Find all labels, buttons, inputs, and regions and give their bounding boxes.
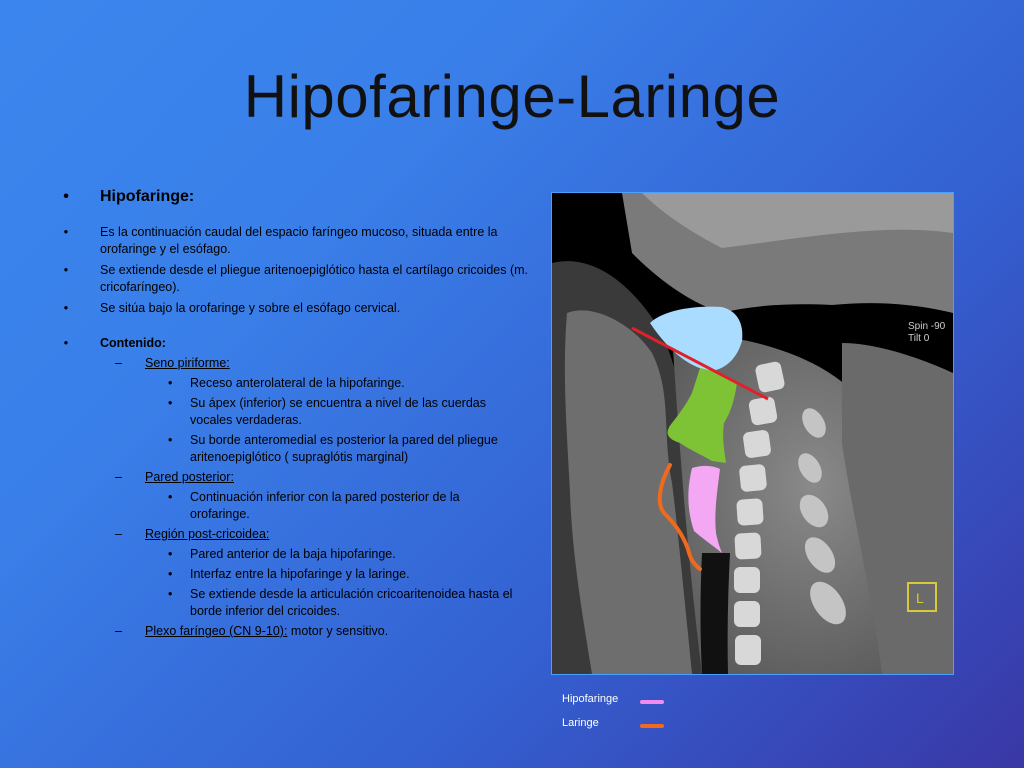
bullet-mark: • xyxy=(63,263,69,277)
sub-bullet-item xyxy=(60,395,520,429)
sub-bullet-text: Pared anterior de la baja hipofaringe. xyxy=(190,547,396,561)
bullet-text: Es la continuación caudal del espacio faríngeo mucoso, situada entre la orofaringe y el esófago. xyxy=(100,225,498,256)
legend-swatch-pink xyxy=(640,700,664,704)
subsection-plexo-faringeo xyxy=(60,623,530,640)
dash-mark: – xyxy=(115,624,122,638)
sub-bullet-text: Su borde anteromedial es posterior la pared del pliegue aritenoepiglótico ( supraglótis marginal) xyxy=(190,433,498,464)
bullet-item xyxy=(60,300,530,317)
bullet-item xyxy=(60,262,530,296)
bullet-mark: • xyxy=(168,433,173,447)
bullet-mark: • xyxy=(168,567,173,581)
subsection-label: Pared posterior: xyxy=(145,470,234,484)
sub-bullet-item xyxy=(60,489,520,523)
dash-mark: – xyxy=(115,356,122,370)
sub-bullet-item xyxy=(60,566,520,583)
overlay-spin-text: Spin -90 xyxy=(908,321,946,332)
sub-bullet-text: Interfaz entre la hipofaringe y la laringe. xyxy=(190,567,410,581)
bullet-mark: • xyxy=(63,336,69,350)
subsection-seno-piriforme xyxy=(60,355,530,372)
bullet-mark: • xyxy=(63,188,69,205)
legend-label: Laringe xyxy=(562,717,599,729)
bullet-contenido xyxy=(60,335,530,352)
subsection-label: Región post-cricoidea: xyxy=(145,527,270,541)
subsection-region-post-cricoidea xyxy=(60,526,530,543)
bullet-mark: • xyxy=(168,547,173,561)
bullet-hipofaringe-heading xyxy=(60,186,530,208)
bullet-item xyxy=(60,224,530,258)
legend-item-hipofaringe xyxy=(562,693,672,717)
bullet-mark: • xyxy=(168,490,173,504)
bullet-mark: • xyxy=(168,587,173,601)
legend-swatch-orange xyxy=(640,724,664,728)
sub-bullet-item xyxy=(60,586,520,620)
subsection-label: Seno piriforme: xyxy=(145,356,230,370)
overlay-tilt-text: Tilt 0 xyxy=(908,333,930,344)
bullet-mark: • xyxy=(63,301,69,315)
sub-bullet-item xyxy=(60,546,520,563)
ct-sagittal-illustration xyxy=(552,193,953,674)
sub-bullet-text: Su ápex (inferior) se encuentra a nivel de las cuerdas vocales verdaderas. xyxy=(190,396,486,427)
heading-text: Hipofaringe: xyxy=(100,188,195,205)
bullet-mark: • xyxy=(63,225,69,239)
sub-bullet-text: Receso anterolateral de la hipofaringe. xyxy=(190,376,405,390)
subsection-pared-posterior xyxy=(60,469,530,486)
subsection-label: Plexo faríngeo (CN 9-10): xyxy=(145,624,288,638)
orientation-letter: L xyxy=(916,590,924,606)
image-legend xyxy=(562,693,672,741)
dash-mark: – xyxy=(115,527,122,541)
bullet-mark: • xyxy=(168,376,173,390)
subsection-suffix: motor y sensitivo. xyxy=(287,624,389,638)
bullet-mark: • xyxy=(168,396,173,410)
legend-label: Hipofaringe xyxy=(562,693,619,705)
bullet-text: Se sitúa bajo la orofaringe y sobre el esófago cervical. xyxy=(100,301,401,315)
text-content xyxy=(60,186,530,640)
sub-bullet-item xyxy=(60,432,520,466)
dash-mark: – xyxy=(115,470,122,484)
ct-scan-image xyxy=(551,192,954,675)
bullet-text: Se extiende desde el pliegue aritenoepiglótico hasta el cartílago cricoides (m. cricofaríngeo). xyxy=(100,263,529,294)
trachea xyxy=(701,553,731,674)
page-title: Hipofaringe-Laringe xyxy=(243,63,781,130)
legend-item-laringe xyxy=(562,717,672,741)
sub-bullet-item xyxy=(60,375,520,392)
sub-bullet-text: Continuación inferior con la pared posterior de la orofaringe. xyxy=(190,490,460,521)
contenido-label: Contenido: xyxy=(100,336,166,350)
sub-bullet-text: Se extiende desde la articulación cricoaritenoidea hasta el borde inferior del cricoides. xyxy=(190,587,513,618)
